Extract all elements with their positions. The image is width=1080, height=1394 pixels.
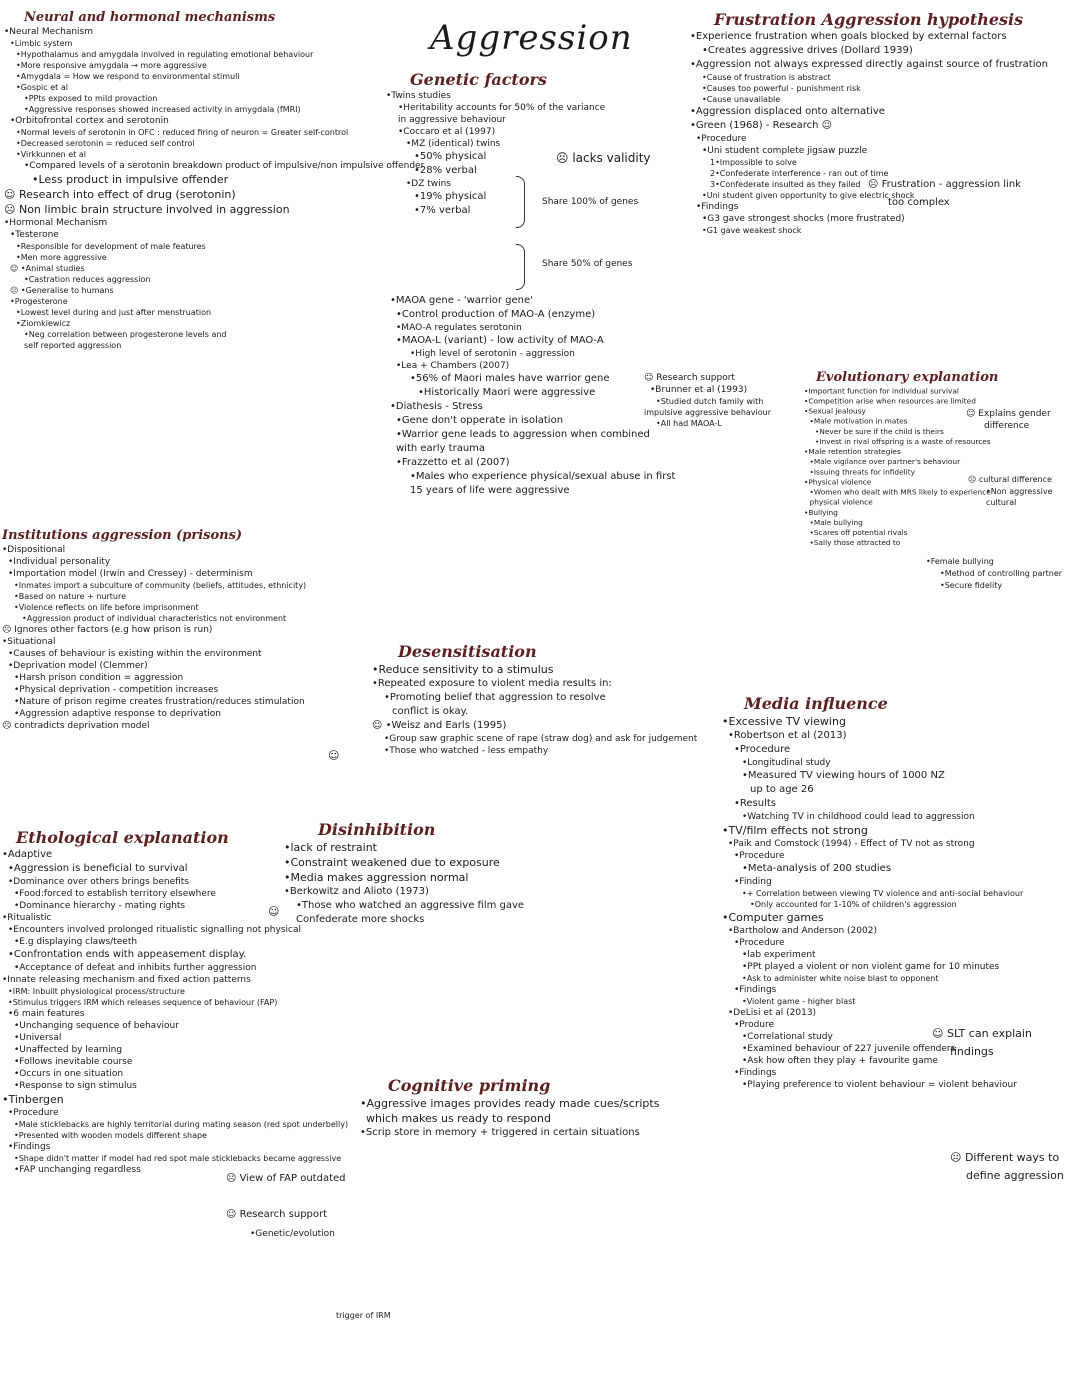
- brace-dz: [516, 244, 525, 290]
- note-line: •Adaptive: [2, 849, 53, 860]
- note-line: •Ask how often they play + favourite game: [742, 1056, 938, 1066]
- note-line: •Deprivation model (Clemmer): [8, 661, 148, 671]
- note-line: •Aggression displaced onto alternative: [690, 106, 885, 117]
- note-line: •Meta-analysis of 200 studies: [742, 863, 892, 874]
- female-bullying-note: •Female bullying: [926, 557, 994, 566]
- note-line: •Universal: [14, 1033, 62, 1043]
- note-line: ☺ Research support: [644, 373, 735, 383]
- note-line: •Correlational study: [742, 1032, 833, 1042]
- note-line: •Repeated exposure to violent media results in:: [372, 678, 612, 689]
- note-line: ☹ contradicts deprivation model: [2, 721, 150, 731]
- note-line: •Neural Mechanism: [4, 27, 93, 37]
- note-line: •Less product in impulsive offender: [32, 173, 229, 186]
- note-line: •Ziomkiewicz: [16, 319, 71, 328]
- note-line: •Brunner et al (1993): [650, 385, 748, 395]
- note-line: •Twins studies: [386, 91, 451, 101]
- slt-note: ☺ SLT can explain: [932, 1027, 1032, 1040]
- note-line: •Virkkunnen et al: [16, 150, 87, 159]
- note-line: •Procedure: [696, 134, 747, 144]
- note-line: •Limbic system: [10, 39, 73, 48]
- note-line: •Measured TV viewing hours of 1000 NZ: [742, 770, 945, 781]
- disinhibition-section: [284, 820, 604, 927]
- note-line: •Amygdala = How we respond to environmental stimuli: [16, 72, 240, 81]
- note-line: •Control production of MAO-A (enzyme): [396, 309, 596, 320]
- note-line: •Response to sign stimulus: [14, 1081, 137, 1091]
- note-line: •Aggression product of individual characteristics not environment: [22, 614, 287, 623]
- section-heading: Cognitive priming: [388, 1076, 551, 1095]
- cultural-difference-note: ☹ cultural difference: [968, 475, 1052, 484]
- note-line: •All had MAOA-L: [656, 419, 722, 428]
- note-line: •TV/film effects not strong: [722, 824, 868, 837]
- note-line: •Findings: [8, 1142, 51, 1152]
- frustration-link-note-2: too complex: [888, 197, 950, 208]
- note-line: •Dispositional: [2, 545, 66, 555]
- note-line: •IRM: Inbuilt physiological process/structure: [8, 987, 185, 996]
- smile-icon: ☺: [328, 749, 340, 762]
- note-line: •Playing preference to violent behaviour = violent behaviour: [742, 1080, 1017, 1090]
- section-heading: Desensitisation: [398, 642, 537, 661]
- note-line: •Ritualistic: [2, 913, 52, 923]
- note-line: •DZ twins: [406, 179, 452, 189]
- note-line: •FAP unchanging regardless: [14, 1165, 141, 1175]
- note-line: •Coccaro et al (1997): [398, 127, 496, 137]
- note-line: •Hormonal Mechanism: [4, 218, 108, 228]
- note-line: •Robertson et al (2013): [728, 730, 847, 741]
- note-line: •Male bullying: [809, 518, 863, 527]
- neural-hormonal-section: [4, 10, 424, 351]
- note-line: •Men more aggressive: [16, 253, 107, 262]
- note-line: •lack of restraint: [284, 841, 377, 854]
- note-line: •Bullying: [804, 508, 838, 517]
- section-heading: Institutions aggression (prisons): [2, 528, 243, 543]
- note-line: •Acceptance of defeat and inhibits further aggression: [14, 963, 257, 973]
- note-line: •Shape didn't matter if model had red spot male sticklebacks became aggressive: [14, 1154, 342, 1163]
- note-line: •Cause of frustration is abstract: [702, 73, 831, 82]
- explains-gender-note: ☺ Explains gender: [966, 409, 1051, 419]
- note-line: •High level of serotonin - aggression: [410, 349, 575, 359]
- smile-icon: ☺: [268, 905, 280, 918]
- note-line: •Results: [734, 798, 777, 809]
- share-dz-note: Share 50% of genes: [542, 259, 633, 269]
- note-line: impulsive aggressive behaviour: [644, 408, 772, 417]
- note-line: •Constraint weakened due to exposure: [284, 856, 500, 869]
- note-line: •Findings: [734, 985, 777, 995]
- note-line: •G3 gave strongest shocks (more frustrated): [702, 214, 905, 224]
- note-line: •Gospic et al: [16, 83, 68, 92]
- note-line: •Aggressive responses showed increased activity in amygdala (fMRI): [24, 105, 301, 114]
- note-line: •Physical deprivation - competition increases: [14, 685, 219, 695]
- note-line: •MZ (identical) twins: [406, 139, 501, 149]
- note-line: •Confrontation ends with appeasement display.: [8, 949, 247, 960]
- note-line: •More responsive amygdala → more aggressive: [16, 61, 207, 70]
- note-line: ☺ •Weisz and Earls (1995): [372, 720, 507, 731]
- research-support-note: [644, 372, 794, 429]
- frustration-link-note: ☹ Frustration - aggression link: [868, 179, 1021, 190]
- note-line: •Nature of prison regime creates frustration/reduces stimulation: [14, 697, 305, 707]
- note-line: 15 years of life were aggressive: [410, 485, 570, 496]
- note-line: •Aggression is beneficial to survival: [8, 863, 188, 874]
- note-line: •Causes of behaviour is existing within the environment: [8, 649, 262, 659]
- note-line: self reported aggression: [24, 341, 122, 350]
- note-line: •Media makes aggression normal: [284, 871, 469, 884]
- note-line: conflict is okay.: [392, 706, 469, 717]
- note-line: •Scrip store in memory + triggered in certain situations: [360, 1127, 640, 1138]
- note-line: •Individual personality: [8, 557, 111, 567]
- note-line: •7% verbal: [414, 205, 471, 216]
- note-line: •Unchanging sequence of behaviour: [14, 1021, 179, 1031]
- section-heading: Disinhibition: [318, 820, 436, 839]
- note-line: •Lowest level during and just after menstruation: [16, 308, 212, 317]
- note-line: •Women who dealt with MRS likely to experience: [809, 488, 991, 497]
- note-line: •Heritability accounts for 50% of the variance: [398, 103, 606, 113]
- note-line: •Aggressive images provides ready made cues/scripts: [360, 1097, 660, 1110]
- note-line: •Male vigilance over partner's behaviour: [809, 457, 961, 467]
- note-line: •Lea + Chambers (2007): [396, 361, 510, 371]
- note-line: •Causes too powerful - punishment risk: [702, 84, 861, 93]
- note-line: •Those who watched an aggressive film gave: [296, 900, 525, 911]
- note-line: •Green (1968) - Research ☺: [690, 120, 833, 131]
- note-line: •Only accounted for 1-10% of children's aggression: [750, 900, 957, 909]
- note-line: •DeLisi et al (2013): [728, 1008, 817, 1018]
- section-heading: Frustration Aggression hypothesis: [714, 10, 1024, 29]
- section-heading: Media influence: [744, 694, 888, 713]
- note-line: •Violence reflects on life before imprisonment: [14, 603, 199, 612]
- note-line: •Experience frustration when goals blocked by external factors: [690, 31, 1007, 42]
- note-line: •Issuing threats for infidelity: [809, 467, 915, 477]
- note-line: •Ask to administer white noise blast to opponent: [742, 974, 939, 983]
- note-line: •19% physical: [414, 191, 487, 202]
- note-line: •Procedure: [734, 938, 785, 948]
- note-line: •Uni student complete jigsaw puzzle: [702, 146, 868, 156]
- ethological-research-note-2: •Genetic/evolution: [250, 1229, 335, 1239]
- note-line: •Gene don't opperate in isolation: [396, 415, 564, 426]
- note-line: •Male retention strategies: [804, 447, 901, 456]
- note-line: •Importation model (Irwin and Cressey) - determinism: [8, 569, 253, 579]
- note-line: •Warrior gene leads to aggression when combined: [396, 429, 650, 440]
- note-line: which makes us ready to respond: [366, 1112, 551, 1125]
- female-bullying-note-3: •Secure fidelity: [940, 581, 1003, 590]
- note-line: in aggressive behaviour: [398, 115, 506, 125]
- note-line: ☺ Research into effect of drug (serotonin): [4, 188, 236, 201]
- note-line: •E.g displaying claws/teeth: [14, 937, 138, 947]
- lacks-validity-note: ☹ lacks validity: [556, 151, 651, 165]
- note-line: 2•Confederate interference - ran out of time: [710, 169, 889, 178]
- note-line: •Cause unavailable: [702, 95, 781, 104]
- note-line: •Aggression not always expressed directly against source of frustration: [690, 59, 1048, 70]
- note-line: •Longitudinal study: [742, 758, 831, 768]
- note-line: •Castration reduces aggression: [24, 275, 151, 284]
- note-line: •Creates aggressive drives (Dollard 1939): [702, 45, 913, 56]
- note-line: •Invest in rival offspring is a waste of resources: [815, 437, 991, 446]
- note-line: •Scares off potential rivals: [809, 528, 908, 537]
- note-line: •+ Correlation between viewing TV violence and anti-social behaviour: [742, 889, 1024, 898]
- note-line: •Unaffected by learning: [14, 1045, 123, 1055]
- note-line: •Responsible for development of male features: [16, 242, 206, 251]
- note-line: •Uni student given opportunity to give electric shock: [702, 191, 915, 200]
- different-ways-note-2: define aggression: [966, 1169, 1064, 1182]
- note-line: ☹ Ignores other factors (e.g how prison is run): [2, 625, 213, 635]
- note-line: •Situational: [2, 637, 56, 647]
- note-line: •56% of Maori males have warrior gene: [410, 373, 610, 384]
- note-line: physical violence: [809, 498, 873, 507]
- note-line: •Violent game - higher blast: [742, 997, 856, 1006]
- note-line: •28% verbal: [414, 165, 477, 176]
- note-line: •Encounters involved prolonged ritualistic signalling not physical: [8, 925, 301, 935]
- evolutionary-section: [804, 370, 1080, 562]
- female-bullying-note-2: •Method of controlling partner: [940, 569, 1063, 578]
- note-line: •Produre: [734, 1020, 775, 1030]
- note-line: •Findings: [696, 202, 739, 212]
- note-line: •Berkowitz and Alioto (1973): [284, 886, 429, 897]
- note-line: •Progesterone: [10, 297, 68, 306]
- note-line: •PPts exposed to mild provaction: [24, 94, 158, 103]
- note-line: •Sally those attracted to: [809, 538, 901, 547]
- note-line: •Watching TV in childhood could lead to aggression: [742, 812, 975, 822]
- ethological-research-note: ☺ Research support: [226, 1209, 328, 1220]
- note-line: Confederate more shocks: [296, 914, 425, 925]
- note-line: 3•Confederate insulted as they failed: [710, 180, 861, 189]
- section-heading: Evolutionary explanation: [816, 370, 999, 385]
- note-line: •Based on nature + nurture: [14, 592, 127, 601]
- note-line: •6 main features: [8, 1009, 85, 1019]
- note-line: •Promoting belief that aggression to resolve: [384, 692, 606, 703]
- explains-gender-note-2: difference: [984, 421, 1030, 431]
- section-heading: Ethological explanation: [16, 828, 229, 847]
- note-line: ☹ Non limbic brain structure involved in aggression: [4, 203, 290, 216]
- different-ways-note: ☹ Different ways to: [950, 1151, 1060, 1164]
- note-line: •MAOA gene - 'warrior gene': [390, 295, 533, 306]
- note-line: •Normal levels of serotonin in OFC : reduced firing of neuron = Greater self-control: [16, 128, 349, 137]
- note-line: •Male motivation in mates: [809, 417, 908, 426]
- note-line: •Food:forced to establish territory elsewhere: [14, 889, 216, 899]
- note-line: •50% physical: [414, 151, 487, 162]
- note-line: •Historically Maori were aggressive: [418, 387, 596, 398]
- cognitive-priming-section: [360, 1076, 750, 1140]
- note-line: •Procedure: [8, 1108, 59, 1118]
- fap-outdated-note: ☹ View of FAP outdated: [226, 1173, 346, 1184]
- note-line: •Findings: [734, 1068, 777, 1078]
- note-line: •MAOA-L (variant) - low activity of MAO-A: [396, 335, 604, 346]
- note-line: •Physical violence: [804, 478, 872, 487]
- note-line: •G1 gave weakest shock: [702, 226, 802, 235]
- note-line: •Computer games: [722, 911, 824, 924]
- desensitisation-section: [372, 642, 732, 757]
- note-line: •Examined behaviour of 227 juvenile offenders: [742, 1044, 956, 1054]
- note-line: •Paik and Comstock (1994) - Effect of TV not as strong: [728, 839, 975, 849]
- note-line: •Bartholow and Anderson (2002): [728, 926, 877, 936]
- note-line: •Those who watched - less empathy: [384, 746, 549, 756]
- page-title: Aggression: [430, 18, 633, 58]
- note-line: •Male sticklebacks are highly territorial during mating season (red spot underbelly): [14, 1120, 349, 1129]
- note-line: ☺ •Animal studies: [10, 264, 85, 273]
- section-heading: Neural and hormonal mechanisms: [24, 10, 276, 25]
- note-line: •lab experiment: [742, 950, 816, 960]
- section-heading: Genetic factors: [410, 70, 547, 89]
- note-line: •Innate releasing mechanism and fixed action patterns: [2, 975, 251, 985]
- note-line: with early trauma: [396, 443, 486, 454]
- note-line: •Dominance over others brings benefits: [8, 877, 189, 887]
- note-line: up to age 26: [750, 784, 814, 795]
- note-line: ☹ •Generalise to humans: [10, 286, 114, 295]
- note-line: •Stimulus triggers IRM which releases sequence of behaviour (FAP): [8, 998, 278, 1007]
- note-line: •Important function for individual survival: [804, 386, 959, 396]
- note-line: •Harsh prison condition = aggression: [14, 673, 184, 683]
- frustration-section: [690, 10, 1078, 236]
- note-line: •Hypothalamus and amygdala involved in regulating emotional behaviour: [16, 50, 314, 59]
- note-line: •Decreased serotonin = reduced self control: [16, 139, 195, 148]
- note-line: •Excessive TV viewing: [722, 715, 846, 728]
- brace-mz: [516, 176, 525, 228]
- note-line: •Follows inevitable course: [14, 1057, 133, 1067]
- note-line: •Procedure: [734, 851, 785, 861]
- note-line: •Testerone: [10, 230, 59, 240]
- note-line: 1•Impossible to solve: [710, 158, 797, 167]
- institutions-section: [2, 528, 382, 732]
- note-line: •Studied dutch family with: [656, 397, 764, 406]
- note-line: •Presented with wooden models different shape: [14, 1131, 208, 1140]
- trigger-irm-note: trigger of IRM: [336, 1311, 391, 1320]
- note-line: •Procedure: [734, 744, 791, 755]
- note-line: •Group saw graphic scene of rape (straw dog) and ask for judgement: [384, 734, 698, 744]
- note-line: •Finding: [734, 877, 772, 887]
- note-line: •Neg correlation between progesterone levels and: [24, 330, 227, 339]
- note-line: •Aggression adaptive response to deprivation: [14, 709, 221, 719]
- note-line: •Reduce sensitivity to a stimulus: [372, 663, 554, 676]
- note-line: •Occurs in one situation: [14, 1069, 124, 1079]
- slt-note-2: findings: [950, 1045, 994, 1058]
- note-line: •Diathesis - Stress: [390, 401, 483, 412]
- note-line: •Sexual jealousy: [804, 407, 866, 416]
- note-line: •Inmates import a subculture of community (beliefs, attitudes, ethnicity): [14, 581, 307, 590]
- cultural-difference-note-2: •Non aggressive cultural: [986, 487, 1053, 507]
- note-line: •Tinbergen: [2, 1093, 64, 1106]
- share-mz-note: Share 100% of genes: [542, 197, 639, 207]
- note-line: •Frazzetto et al (2007): [396, 457, 510, 468]
- note-line: •MAO-A regulates serotonin: [396, 323, 522, 333]
- note-line: •Competition arise when resources are limited: [804, 397, 976, 406]
- note-line: •Compared levels of a serotonin breakdown product of impulsive/non impulsive offender: [24, 161, 425, 171]
- note-line: •Males who experience physical/sexual abuse in first: [410, 471, 676, 482]
- note-line: •Dominance hierarchy - mating rights: [14, 901, 186, 911]
- note-line: •Never be sure if the child is theirs: [815, 427, 944, 436]
- note-line: •Orbitofrontal cortex and serotonin: [10, 116, 169, 126]
- note-line: •PPt played a violent or non violent game for 10 minutes: [742, 962, 1000, 972]
